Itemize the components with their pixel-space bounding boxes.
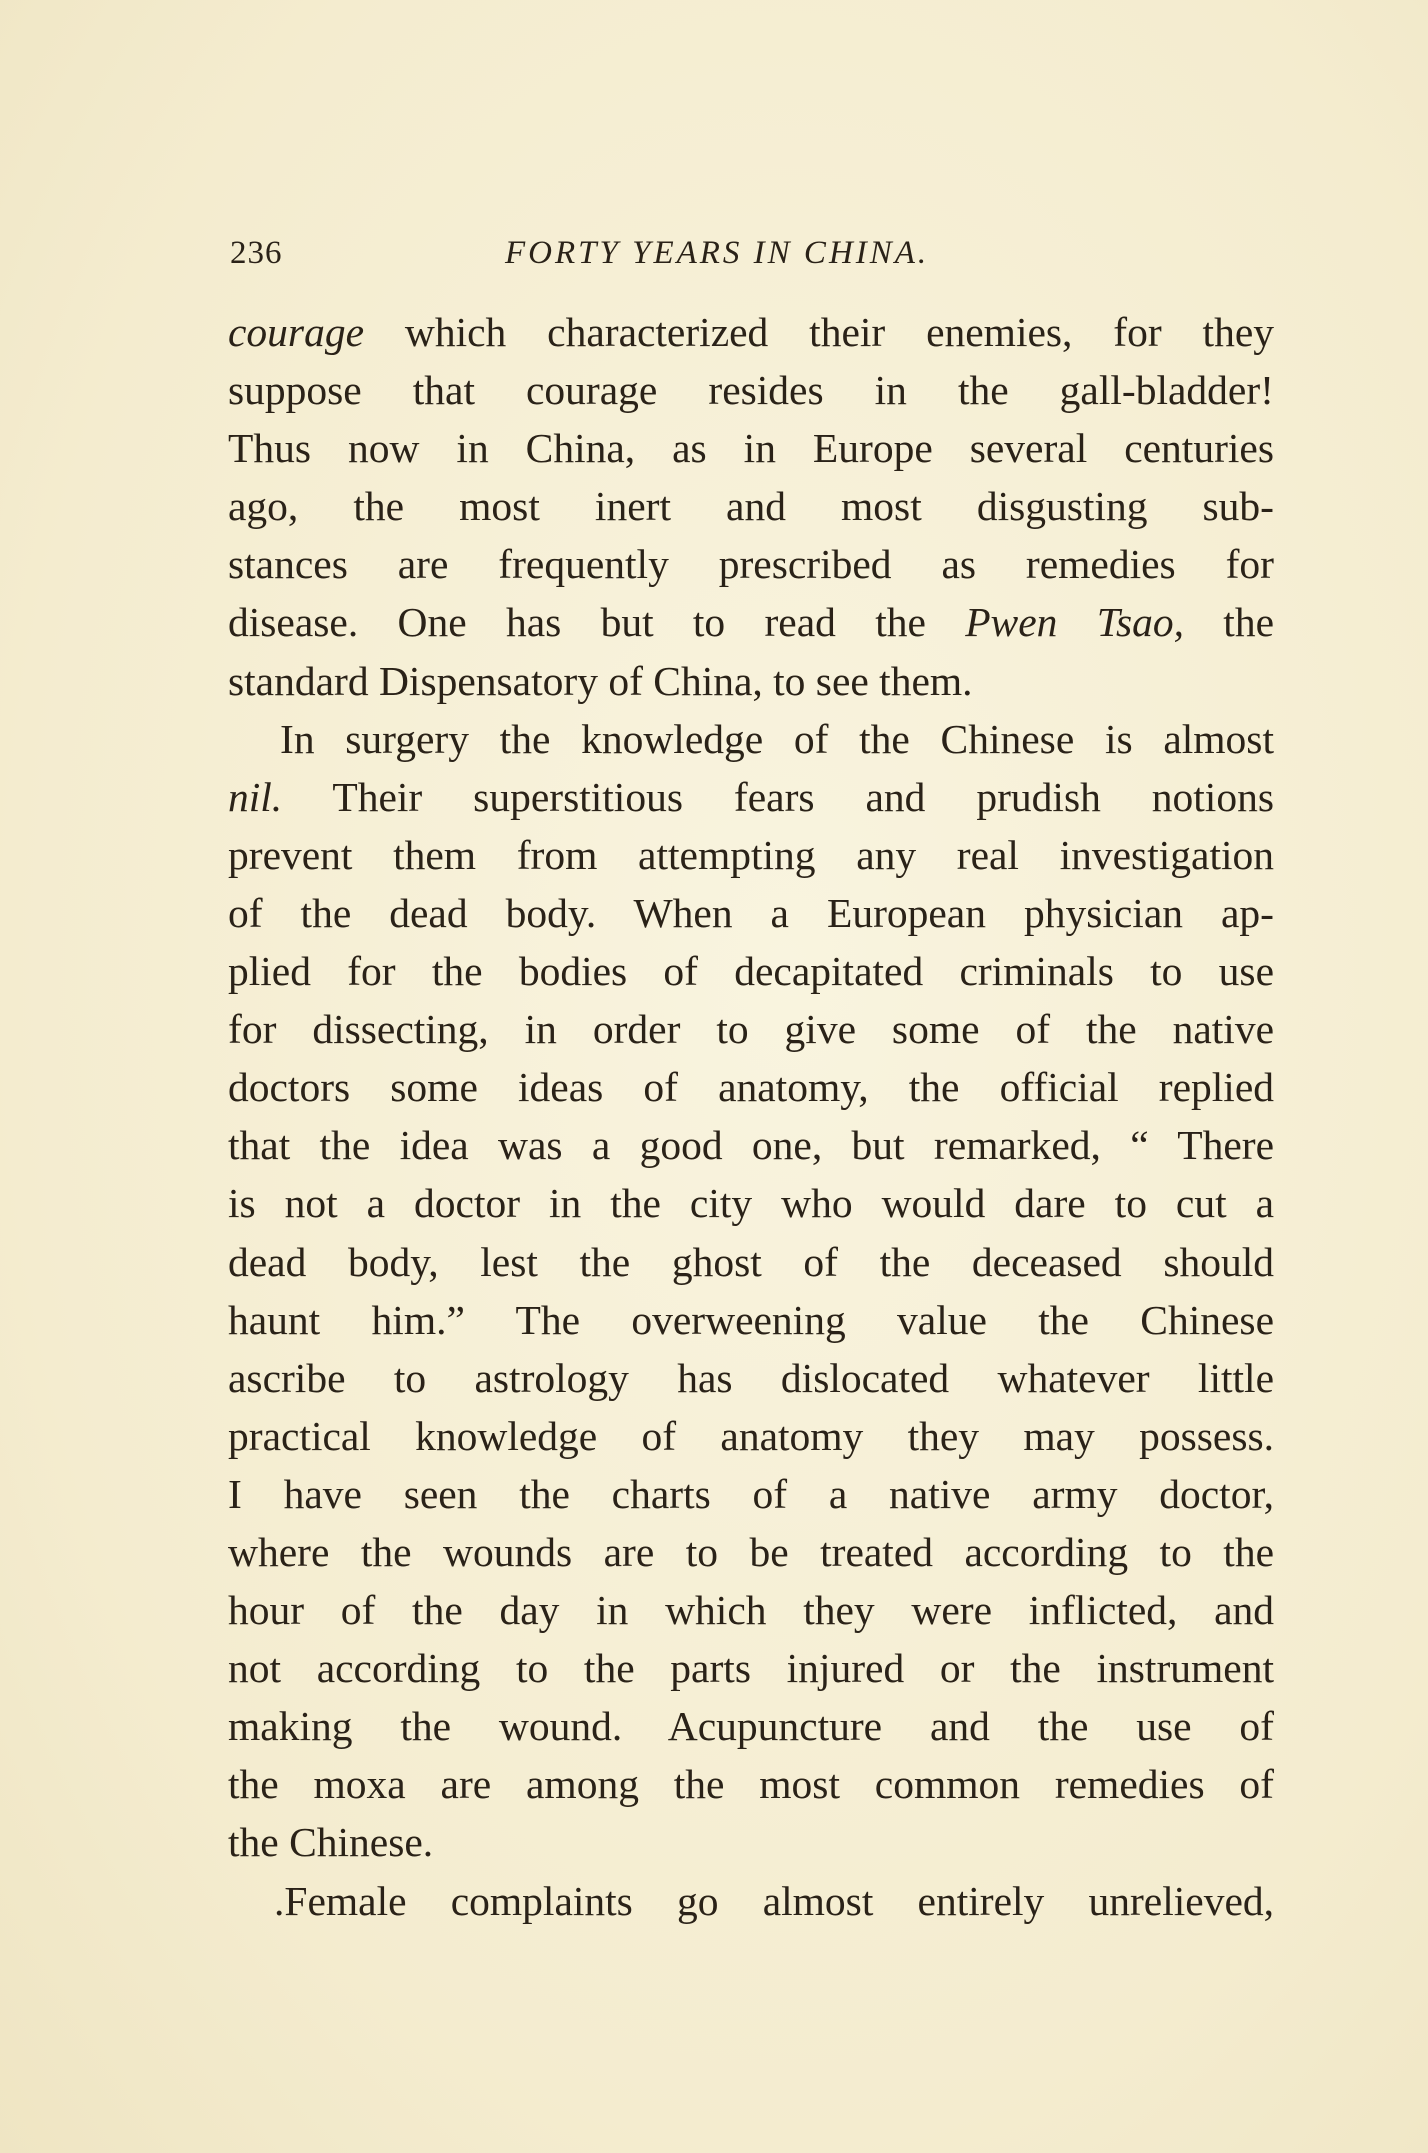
- text-line: In surgery the knowledge of the Chinese is almost: [280, 715, 1274, 762]
- text-line: of the dead body. When a European physician ap-: [228, 889, 1274, 936]
- text-line: the moxa are among the most common remedies of: [228, 1761, 1274, 1808]
- text-line: plied for the bodies of decapitated criminals to use: [228, 948, 1274, 995]
- running-title: FORTY YEARS IN CHINA.: [505, 235, 930, 271]
- text-line: disease. One has but to read the Pwen Tsao, the: [228, 599, 1275, 646]
- text-line: not according to the parts injured or the instrument: [228, 1645, 1274, 1692]
- running-head: [228, 235, 1274, 285]
- text-line: .Female complaints go almost entirely unrelieved,: [274, 1877, 1274, 1924]
- text-line: Thus now in China, as in Europe several centuries: [228, 425, 1274, 472]
- body-text: [228, 303, 1274, 1930]
- text-line: hour of the day in which they were inflicted, and: [228, 1587, 1274, 1634]
- text-line: I have seen the charts of a native army doctor,: [228, 1470, 1274, 1517]
- text-line: is not a doctor in the city who would dare to cut a: [228, 1180, 1274, 1227]
- text-line: making the wound. Acupuncture and the use of: [228, 1703, 1274, 1750]
- text-line: prevent them from attempting any real investigation: [228, 831, 1274, 878]
- text-line: the Chinese.: [228, 1819, 434, 1866]
- text-line: haunt him.” The overweening value the Chinese: [228, 1296, 1274, 1343]
- text-line: that the idea was a good one, but remarked, “ There: [228, 1122, 1274, 1169]
- text-line: where the wounds are to be treated according to the: [228, 1528, 1274, 1575]
- text-line: practical knowledge of anatomy they may possess.: [228, 1412, 1274, 1459]
- text-line: ascribe to astrology has dislocated whatever little: [228, 1354, 1274, 1401]
- text-line: ago, the most inert and most disgusting sub-: [228, 483, 1274, 530]
- text-line: suppose that courage resides in the gall-bladder!: [228, 367, 1274, 414]
- page-number: 236: [230, 235, 283, 271]
- text-line: standard Dispensatory of China, to see them.: [228, 657, 973, 704]
- book-page: [228, 235, 1274, 1930]
- text-line: dead body, lest the ghost of the deceased should: [228, 1238, 1274, 1285]
- text-line: stances are frequently prescribed as remedies for: [228, 541, 1274, 588]
- text-line: doctors some ideas of anatomy, the official replied: [228, 1064, 1274, 1111]
- text-line: courage which characterized their enemies, for they: [228, 309, 1274, 355]
- text-line: nil. Their superstitious fears and prudish notions: [228, 773, 1274, 820]
- text-line: for dissecting, in order to give some of the native: [228, 1006, 1274, 1053]
